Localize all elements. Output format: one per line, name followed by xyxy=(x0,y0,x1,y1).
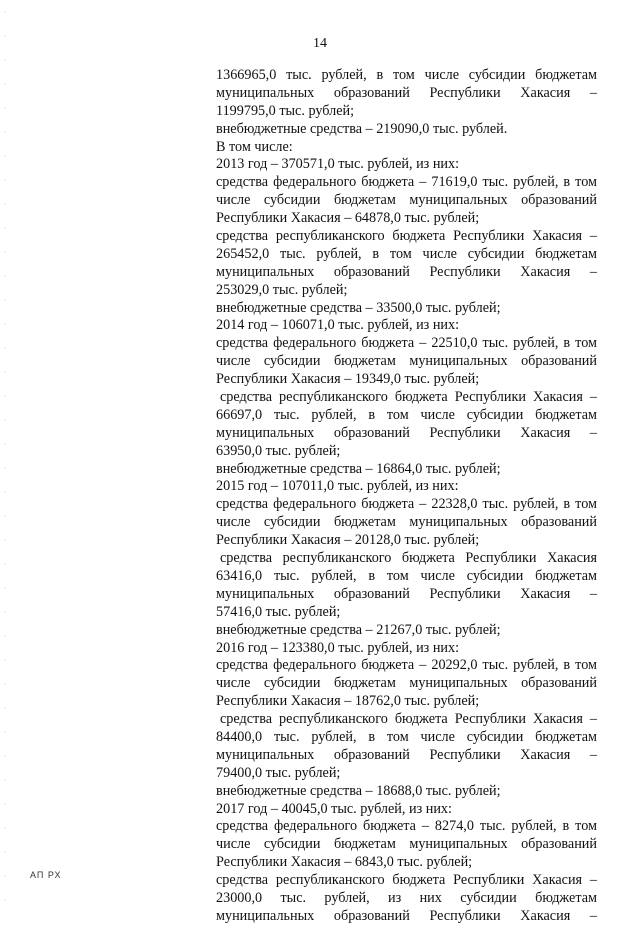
text-line: средства республиканского бюджета Республики Хакасия – xyxy=(216,872,597,889)
text-line: внебюджетные средства – 18688,0 тыс. рублей; xyxy=(216,782,501,799)
text-line: числе субсидии бюджетам муниципальных образований xyxy=(216,192,597,209)
text-line: 2017 год – 40045,0 тыс. рублей, из них: xyxy=(216,800,452,817)
text-line: числе субсидии бюджетам муниципальных образований xyxy=(216,675,597,692)
text-line: 253029,0 тыс. рублей; xyxy=(216,281,348,298)
text-line: 2016 год – 123380,0 тыс. рублей, из них: xyxy=(216,639,460,656)
text-line: 1366965,0 тыс. рублей, в том числе субсидии бюджетам xyxy=(216,67,597,83)
text-line: средства федерального бюджета – 71619,0 тыс. рублей, в том xyxy=(216,174,597,191)
text-line: 2015 год – 107011,0 тыс. рублей, из них: xyxy=(216,478,459,495)
text-line: 63416,0 тыс. рублей, в том числе субсидии бюджетам xyxy=(216,567,597,584)
text-line: средства республиканского бюджета Республики Хакасия – xyxy=(220,711,597,728)
text-line: числе субсидии бюджетам муниципальных образований xyxy=(216,353,597,370)
text-line: В том числе: xyxy=(216,138,293,155)
text-line: Республики Хакасия – 64878,0 тыс. рублей; xyxy=(216,210,480,227)
text-line: 2014 год – 106071,0 тыс. рублей, из них: xyxy=(216,317,460,334)
text-line: 57416,0 тыс. рублей; xyxy=(216,603,341,620)
text-line: внебюджетные средства – 16864,0 тыс. рублей; xyxy=(216,460,501,477)
text-line: 2013 год – 370571,0 тыс. рублей, из них: xyxy=(216,156,460,173)
text-line: 1199795,0 тыс. рублей; xyxy=(216,102,355,119)
text-line: 63950,0 тыс. рублей; xyxy=(216,442,341,459)
page-number: 14 xyxy=(313,36,327,51)
text-line: средства федерального бюджета – 22510,0 тыс. рублей, в том xyxy=(216,335,597,352)
text-line: муниципальных образований Республики Хакасия – xyxy=(216,263,597,280)
text-line: Республики Хакасия – 6843,0 тыс. рублей; xyxy=(216,854,473,871)
text-line: муниципальных образований Республики Хакасия – xyxy=(216,84,597,101)
text-line: числе субсидии бюджетам муниципальных образований xyxy=(216,836,597,853)
text-line: 66697,0 тыс. рублей, в том числе субсидии бюджетам xyxy=(216,406,597,423)
text-line: 84400,0 тыс. рублей, в том числе субсидии бюджетам xyxy=(216,728,597,745)
text-line: внебюджетные средства – 21267,0 тыс. рублей; xyxy=(216,621,501,638)
scan-edge-dots xyxy=(4,0,6,905)
text-line: Республики Хакасия – 19349,0 тыс. рублей; xyxy=(216,371,480,388)
text-line: муниципальных образований Республики Хакасия – xyxy=(216,585,597,602)
text-line: Республики Хакасия – 18762,0 тыс. рублей; xyxy=(216,693,480,710)
text-line: средства республиканского бюджета Республики Хакасия – xyxy=(220,389,597,406)
text-line: муниципальных образований Республики Хакасия – xyxy=(216,424,597,441)
body-text xyxy=(216,67,597,926)
text-line: муниципальных образований Республики Хакасия – xyxy=(216,746,597,763)
text-line: средства республиканского бюджета Республики Хакасия xyxy=(220,550,597,567)
text-line: Республики Хакасия – 20128,0 тыс. рублей; xyxy=(216,532,480,549)
text-line: внебюджетные средства – 33500,0 тыс. рублей; xyxy=(216,299,501,316)
text-line: 23000,0 тыс. рублей, из них субсидии бюджетам xyxy=(216,889,597,906)
text-line: средства республиканского бюджета Республики Хакасия – xyxy=(216,228,597,245)
text-line: числе субсидии бюджетам муниципальных образований xyxy=(216,514,597,531)
text-line: средства федерального бюджета – 20292,0 тыс. рублей, в том xyxy=(216,657,597,674)
text-line: 79400,0 тыс. рублей; xyxy=(216,764,341,781)
text-line: средства федерального бюджета – 22328,0 тыс. рублей, в том xyxy=(216,496,597,513)
text-line: муниципальных образований Республики Хакасия – xyxy=(216,907,597,924)
archive-stamp: АП РХ xyxy=(30,870,62,880)
text-line: средства федерального бюджета – 8274,0 тыс. рублей, в том xyxy=(216,818,597,835)
text-line: 265452,0 тыс. рублей, в том числе субсидии бюджетам xyxy=(216,245,597,262)
text-line: внебюджетные средства – 219090,0 тыс. рублей. xyxy=(216,120,508,137)
